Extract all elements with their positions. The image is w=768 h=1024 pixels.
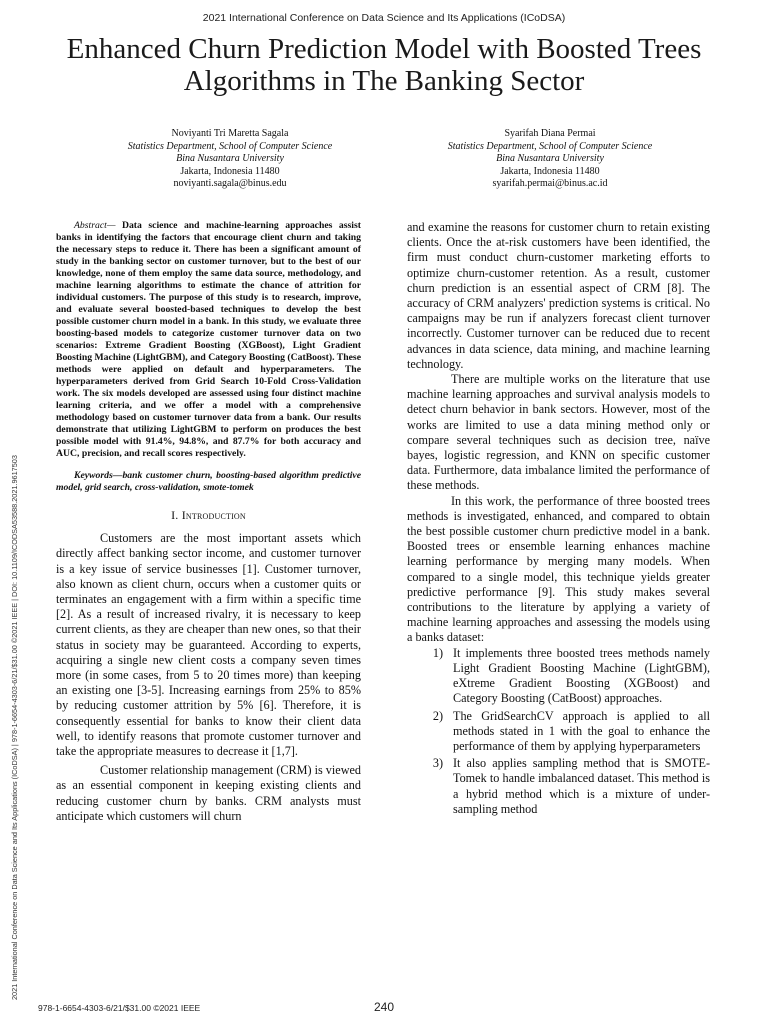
author-univ: Bina Nusantara University: [176, 153, 284, 164]
list-item: [407, 646, 710, 707]
keywords: Keywords—bank customer churn, boosting-based algorithm predictive model, grid search, cross-validation, smote-tomek: [56, 470, 361, 493]
side-doi-text: 2021 International Conference on Data Science and Its Applications (ICoDSA) | 978-1-6654-4303-6/21/$31.00 ©2021 IEEE | DOI: 10.1109/ICODSA53588.2021.9617503: [10, 455, 19, 1000]
paragraph: and examine the reasons for customer churn to retain existing clients. Once the at-risk customers have been identified, the firm must conduct churn-customer marketing efforts to optimize churn-customer retention. As a result, customer churn prediction is an essential aspect of CRM [8]. The accuracy of CRM analyzers' prediction systems is critical. No campaigns may be run if analyzers forecast client turnover incorrectly. Customer turnover can be reduced due to recent advances in data science, data mining, and machine learning technology.: [407, 220, 710, 371]
author-dept: Statistics Department, School of Computer Science: [447, 140, 653, 152]
list-number: 3): [432, 756, 443, 771]
author-2: [420, 128, 680, 191]
page-number: 240: [373, 1000, 395, 1014]
author-1: [100, 128, 360, 191]
footer-isbn: 978-1-6654-4303-6/21/$31.00 ©2021 IEEE: [38, 1003, 201, 1013]
list-number: 1): [432, 645, 443, 660]
author-email[interactable]: noviyanti.sagala@binus.edu: [173, 178, 287, 189]
author-dept: Statistics Department, School of Computer Science: [127, 140, 333, 152]
author-univ: Bina Nusantara University: [496, 153, 604, 164]
author-city: Jakarta, Indonesia 11480: [500, 165, 600, 177]
list-text: It implements three boosted trees methods namely Light Gradient Boosting Machine (LightGBM), eXtreme Gradient Boosting (XGBoost) and Category Boosting (CatBoost) approaches.: [453, 645, 710, 706]
list-text: The GridSearchCV approach is applied to all methods stated in 1 with the goal to enhance the performance of them by applying hyperparameters: [453, 708, 710, 753]
author-city: Jakarta, Indonesia 11480: [180, 165, 280, 177]
paragraph: In this work, the performance of three boosted trees methods is investigated, enhanced, and compared to obtain the best possible customer churn predictive model in a bank. Boosted trees or ensemble learning enhances machine learning performance by merging many models. When compared to a single model, this technique yields greater predictive performance [9]. This study makes several contributions to the literature by applying a variety of machine learning approaches and assessing the models using a banks dataset:: [407, 493, 710, 645]
paragraph: There are multiple works on the literature that use machine learning approaches and survival analysis models to detect churn behavior in bank sectors. However, most of the works are limited to use a data mining method only or compare several techniques such as decision tree, naïve bayes, logistic regression, and KNN on specific customer data. Furthermore, data imbalance limited the performance of these methods.: [407, 372, 710, 493]
list-item: [407, 709, 710, 755]
section-title: Introduction: [181, 508, 246, 522]
paragraph: Customer relationship management (CRM) is viewed as an essential component in keeping existing clients and reducing customer churn by banks. CRM analysts must anticipate which customers will churn: [56, 763, 361, 823]
author-email[interactable]: syarifah.permai@binus.ac.id: [492, 178, 608, 189]
list-item: [407, 756, 710, 817]
author-name: Noviyanti Tri Maretta Sagala: [171, 128, 289, 139]
author-name: Syarifah Diana Permai: [504, 128, 596, 139]
list-text: It also applies sampling method that is SMOTE-Tomek to handle imbalanced dataset. This method is a hybrid method which is a mixture of under-sampling method: [453, 756, 710, 816]
contribution-list: [407, 646, 710, 817]
section-number: I.: [171, 508, 179, 522]
abstract: [56, 220, 361, 460]
paragraph: Customers are the most important assets which directly affect banking sector income, and customer turnover is a key issue of service businesses [1]. Customer turnover, also known as client churn, occurs when a customer quits or terminates an engagement with a firm within a specific time [2]. As a result of increased rivalry, it is necessary to keep current clients, as they are cheaper than new ones, so that their status in society may be guaranteed. According to experts, acquiring a single new client costs a company seven times more (in some cases, from 5 to 20 times more) than keeping an existing one [3-5]. Increasing earnings from 25% to 85% by reducing customer attrition by 5% [6]. Therefore, it is consequently essential for banks to know their client data well, to identify reasons that promote customer turnover and take the appropriate measures to decrease it [1,7].: [56, 531, 361, 759]
right-column: [407, 220, 710, 819]
conference-header: 2021 International Conference on Data Science and Its Applications (ICoDSA): [202, 12, 566, 24]
section-heading: [56, 508, 361, 523]
paper-title: Enhanced Churn Prediction Model with Boosted Trees Algorithms in The Banking Sector: [66, 33, 702, 97]
abstract-text: Data science and machine-learning approaches assist banks in identifying the factors that encourage client churn and taking the necessary steps to reduce it. There has been a significant amount of study in the banking sector on customer turnover, but to the best of our knowledge, none of them employ the same data source, methodology, and machine learning algorithms to estimate the chance of attrition for individual customers. The purpose of this study is to research, improve, and evaluate several boosted-based techniques to develop the best possible customer churn model in a bank. In this study, we evaluate three boosting-based models to categorize customer turnover data on two scenarios: Extreme Gradient Boosting (XGBoost), Light Gradient Boosting Machine (LightGBM), and Category Boosting (CatBoost). These methods were applied on default and hyperparameters. The hyperparameters derived from Grid Search 10-Fold Cross-Validation work. The six models developed are assessed using four distinct machine learning criteria, and we offer a model with a comprehensive methodology based on customer turnover data from a bank. Our results demonstrate that utilizing LightGBM to perform on produces the best possible model with 91.4%, 94.8%, and 87.7% for both accuracy and AUC, precision, and recall scores respectively.: [56, 220, 361, 459]
list-number: 2): [432, 708, 443, 723]
left-column: [56, 220, 361, 824]
abstract-label: Abstract—: [74, 220, 116, 231]
